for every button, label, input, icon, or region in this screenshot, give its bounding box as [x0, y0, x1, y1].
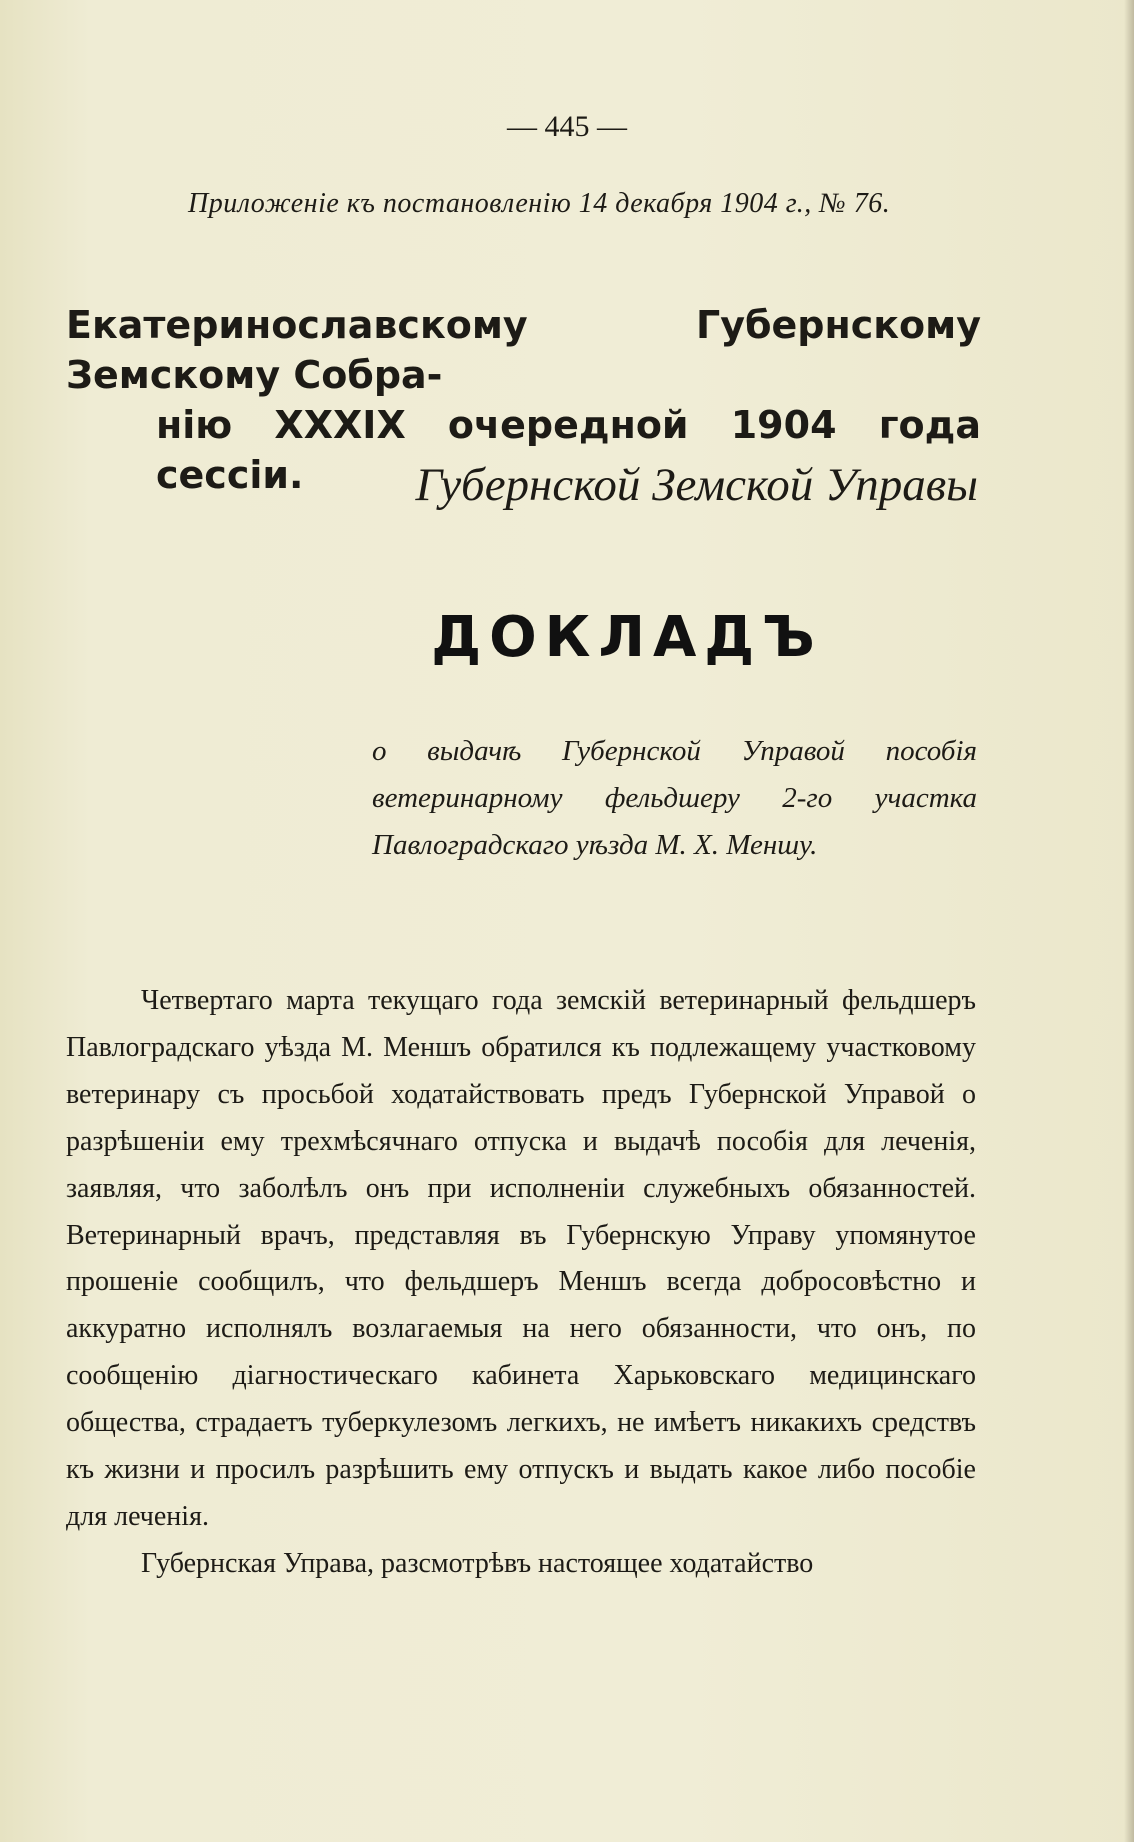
council-name: Губернской Земской Управы	[415, 459, 978, 511]
report-subject: о выдачѣ Губернской Управой пособія ветеринарному фельдшеру 2-го участка Павлоградскаго уѣзда М. Х. Меншу.	[372, 735, 977, 861]
report-title: ДОКЛАДЪ	[431, 605, 823, 670]
addressee-line-2: нію XXXIX очередной 1904 года сессіи.	[156, 403, 981, 497]
report-body	[66, 978, 976, 1588]
addressee-line-1: Екатеринославскому Губернскому Земскому Собра-	[66, 303, 981, 397]
body-paragraph: Четвертаго марта текущаго года земскій ветеринарный фельдшеръ Павлоградскаго уѣзда М. Меншъ обратился къ подлежащему участковому ветеринару съ просьбой ходатайствовать предъ Губернской Управой о разрѣшеніи ему трехмѣсячнаго отпуска и выдачѣ пособія для леченія, заявляя, что заболѣлъ онъ при исполненіи служебныхъ обязанностей. Ветеринарный врачъ, представляя въ Губернскую Управу упомянутое прошеніе сообщилъ, что фельдшеръ Меншъ всегда добросовѣстно и аккуратно исполнялъ возлагаемыя на него обязанности, что онъ, по сообщенію діагностическаго кабинета Харьковскаго медицинскаго общества, страдаетъ туберкулезомъ легкихъ, не имѣетъ никакихъ средствъ къ жизни и просилъ разрѣшить ему отпускъ и выдать какое либо пособіе для леченія.	[66, 985, 976, 1532]
body-paragraph: Губернская Управа, разсмотрѣвъ настоящее ходатайство	[141, 1547, 814, 1579]
page-number: — 445 —	[507, 110, 627, 143]
appendix-note: Приложеніе къ постановленію 14 декабря 1904 г., № 76.	[188, 188, 891, 219]
